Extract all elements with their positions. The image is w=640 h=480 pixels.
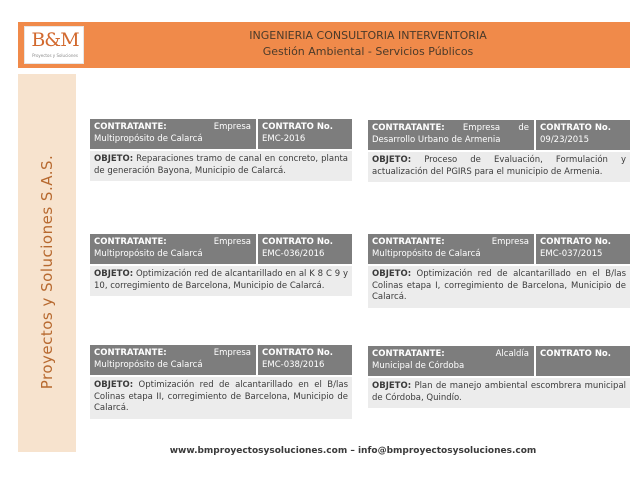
contratante-value-line2: Multipropósito de Calarcá xyxy=(94,134,203,144)
contratante-value-line1: Empresa xyxy=(213,122,251,132)
objeto-value: Reparaciones tramo de canal en concreto, planta de generación Bayona, Municipio de Calarcá. xyxy=(94,154,349,176)
contrato-cell xyxy=(536,234,630,264)
contract-card xyxy=(368,234,630,308)
contratante-value-line1: Alcaldía xyxy=(495,349,529,359)
contratante-label: CONTRATANTE: xyxy=(372,349,445,359)
contract-card xyxy=(90,119,352,181)
objeto-cell xyxy=(90,151,352,181)
contrato-cell xyxy=(536,346,630,376)
contrato-value: 09/23/2015 xyxy=(540,135,589,145)
contratante-label: CONTRATANTE: xyxy=(94,237,167,247)
contrato-label: CONTRATO No. xyxy=(262,122,334,132)
contratante-value-line2: Multipropósito de Calarcá xyxy=(94,249,203,259)
objeto-label: OBJETO: xyxy=(372,155,412,165)
contratante-label: CONTRATANTE: xyxy=(372,237,445,247)
contratante-cell xyxy=(368,346,534,376)
footer-contact: www.bmproyectosysoluciones.com – info@bmproyectosysoluciones.com xyxy=(169,446,537,456)
contratante-value-line2: Multipropósito de Calarcá xyxy=(372,249,481,259)
objeto-value: Proceso de Evaluación, Formulación y actualización del PGIRS para el municipio de Armenia. xyxy=(372,155,627,177)
objeto-cell xyxy=(368,152,630,182)
contratante-cell xyxy=(90,234,256,264)
contrato-value: EMC-038/2016 xyxy=(262,360,325,370)
contratante-value-line2: Municipal de Córdoba xyxy=(372,361,465,371)
contratante-value-line1: Empresa xyxy=(491,237,529,247)
objeto-cell xyxy=(90,377,352,419)
contrato-label: CONTRATO No. xyxy=(262,237,334,247)
contrato-value: EMC-037/2015 xyxy=(540,249,603,259)
contrato-cell xyxy=(258,119,352,149)
contratante-value-line2: Desarrollo Urbano de Armenia xyxy=(372,135,501,145)
objeto-label: OBJETO: xyxy=(94,269,134,279)
objeto-cell xyxy=(368,266,630,308)
contrato-cell xyxy=(536,120,630,150)
sidebar-band xyxy=(18,74,76,452)
contrato-label: CONTRATO No. xyxy=(540,237,612,247)
objeto-label: OBJETO: xyxy=(372,269,412,279)
logo-mark: B&M xyxy=(31,29,79,51)
contratante-label: CONTRATANTE: xyxy=(94,122,167,132)
header-subtitle: Gestión Ambiental - Servicios Públicos xyxy=(262,45,474,58)
objeto-label: OBJETO: xyxy=(94,380,134,390)
contrato-cell xyxy=(258,234,352,264)
contratante-cell xyxy=(368,234,534,264)
contrato-value: EMC-036/2016 xyxy=(262,249,325,259)
logo-subtext: Proyectos y Soluciones xyxy=(32,53,78,58)
contratante-value-line1: Empresa de xyxy=(462,123,529,133)
contract-card xyxy=(90,345,352,419)
contratante-cell xyxy=(90,345,256,375)
contratante-value-line1: Empresa xyxy=(213,237,251,247)
contratante-cell xyxy=(90,119,256,149)
objeto-value: Optimización red de alcantarillado en el B/las Colinas etapa II, corregimiento de Barcelona, Municipio de Calarcá. xyxy=(94,380,348,413)
objeto-label: OBJETO: xyxy=(372,381,412,391)
contrato-label: CONTRATO No. xyxy=(540,123,612,133)
contratante-cell xyxy=(368,120,534,150)
company-logo xyxy=(24,26,84,64)
contratante-value-line1: Empresa xyxy=(213,348,251,358)
contratante-label: CONTRATANTE: xyxy=(372,123,445,133)
sidebar-company-name: Proyectos y Soluciones S.A.S. xyxy=(38,154,56,390)
contratante-label: CONTRATANTE: xyxy=(94,348,167,358)
objeto-value: Optimización red de alcantarillado en al K 8 C 9 y 10, corregimiento de Barcelona, Municipio de Calarcá. xyxy=(94,269,349,291)
objeto-value: Optimización red de alcantarillado en el B/las Colinas etapa I, corregimiento de Barcelona, Municipio de Calarcá. xyxy=(372,269,626,302)
objeto-label: OBJETO: xyxy=(94,154,134,164)
objeto-value: Plan de manejo ambiental escombrera municipal de Córdoba, Quindío. xyxy=(372,381,627,403)
contrato-label: CONTRATO No. xyxy=(262,348,334,358)
header-title: INGENIERIA CONSULTORIA INTERVENTORIA xyxy=(249,29,487,42)
contrato-label: CONTRATO No. xyxy=(540,349,612,359)
header-banner xyxy=(18,22,630,68)
contract-card xyxy=(90,234,352,296)
contract-card xyxy=(368,346,630,408)
contract-card xyxy=(368,120,630,182)
objeto-cell xyxy=(90,266,352,296)
contratante-value-line2: Multipropósito de Calarcá xyxy=(94,360,203,370)
contrato-value: EMC-2016 xyxy=(262,134,306,144)
contrato-cell xyxy=(258,345,352,375)
objeto-cell xyxy=(368,378,630,408)
